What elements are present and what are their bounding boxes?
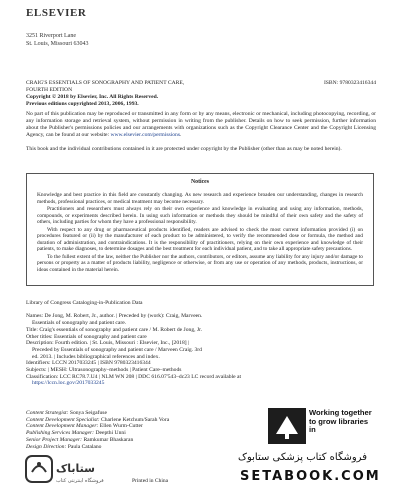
- watermark-logo-sub: فروشگاه اینترنتی کتاب: [56, 478, 104, 484]
- cip-line: ed. 2013. | Includes bibliographical references and index.: [32, 353, 160, 360]
- staff-role: Content Development Manager:: [26, 423, 100, 430]
- cip-line: Preceded by Essentials of sonography and patient care / Marveen Craig. 3rd: [32, 346, 202, 353]
- rights-text: No part of this publication may be reproduced or transmitted in any form or by any means, electronic or mechanical, including photocopying, recording, or any information storage and retrieval system, without permission in writing from the publisher. Details on how to seek permission, further information about the Publisher's permissions policies and our arrangements with organizations such as the Copyright Clearance Center and the Copyright Licensing Agency, can be found at our website:: [26, 111, 376, 138]
- badge-line: to grow libraries in: [309, 416, 369, 435]
- notice-paragraph: With respect to any drug or pharmaceutical products identified, readers are advised to check the most current information provided (i) on procedures featured or (ii) by the manufacturer of each product to be administered, to verify the recommended dose or formula, the method and duration of administration, and contraindications. It is the responsibility of practitioners, relying on their own experience and knowledge of their patients, to make diagnoses, to determine dosages and the best treatment for each individual patient, and to take all appropriate safety precautions.: [37, 226, 363, 252]
- notices-body: [37, 192, 363, 274]
- site-url: SETABOOK.COM: [240, 469, 381, 484]
- cip-line: Other titles: Essentials of sonography and patient care: [26, 333, 147, 340]
- rights-paragraph: [26, 111, 376, 139]
- staff-name: Charlene Ketchum/Sarah Vora: [101, 416, 170, 423]
- cip-data: [26, 300, 376, 387]
- staff-name: Deepthi Unni: [95, 430, 126, 437]
- setabook-logo-icon: [24, 452, 104, 490]
- book-title: CRAIG'S ESSENTIALS OF SONOGRAPHY AND PATIENT CARE,: [26, 80, 185, 86]
- cip-line: Library of Congress Cataloging-in-Publication Data: [26, 300, 143, 306]
- copyright-line: Copyright © 2018 by Elsevier, Inc. All Rights Reserved.: [26, 94, 159, 100]
- publisher-address: [26, 32, 89, 48]
- book-tree-icon: [268, 408, 306, 444]
- notice-paragraph: Knowledge and best practice in this field are constantly changing. As new research and experience broaden our understanding, changes in research methods, professional practices, or medical treatment may become necessary.: [37, 192, 363, 205]
- rights-end: .: [180, 132, 182, 138]
- cip-line: Classification: LCC RC78.7.U4 | NLM WN 208 | DDC 616.07'543–dc23 LC record available at: [26, 373, 242, 380]
- notice-paragraph: To the fullest extent of the law, neither the Publisher nor the authors, contributors, or editors, assume any liability for any injury and/or damage to persons or property as a matter of products liability, negligence or otherwise, or from any use or operation of any methods, products, instructions, or ideas contained in the material herein.: [37, 253, 363, 273]
- elsevier-logo: ELSEVIER: [26, 7, 87, 19]
- address-line: 3251 Riverport Lane: [26, 33, 76, 39]
- staff-line: [26, 410, 226, 417]
- staff-name: Ellen Wurm-Cutter: [99, 423, 143, 430]
- staff-role: Content Strategist:: [26, 410, 70, 416]
- staff-name: Paula Catalano: [67, 443, 102, 450]
- cip-line: Names: De Jong, M. Robert, Jr., author. | Preceded by (work): Craig, Marveen.: [26, 313, 203, 320]
- notices-title: Notices: [190, 179, 210, 185]
- isbn: ISBN: 9780323416344: [323, 80, 376, 86]
- staff-role: Senior Project Manager:: [26, 436, 84, 443]
- staff-line: [26, 437, 226, 444]
- watermark-logo-text: ستاباک: [56, 462, 95, 475]
- notices-box: [26, 173, 374, 286]
- staff-credits: [26, 410, 226, 450]
- title-block: [26, 80, 376, 108]
- working-together-badge: [268, 408, 376, 444]
- persian-caption: فروشگاه کتاب پزشکی ستابوک: [238, 452, 367, 463]
- staff-line: [26, 430, 226, 437]
- book-edition: FOURTH EDITION: [26, 87, 73, 93]
- staff-line: [26, 444, 226, 451]
- cip-line: Description: Fourth edition. | St. Louis, Missouri : Elsevier, Inc., [2018] |: [26, 340, 190, 347]
- previous-editions: Previous editions copyrighted 2013, 2006, 1993.: [26, 101, 139, 107]
- printed-in: Printed in China: [132, 478, 169, 484]
- staff-name: Sonya Seigafuse: [69, 410, 107, 416]
- cip-line: Identifiers: LCCN 2017033245 | ISBN 9780323416344: [26, 360, 151, 367]
- staff-role: Publishing Services Manager:: [26, 430, 96, 437]
- staff-name: Ramkumar Bhaskaran: [83, 436, 134, 443]
- permissions-link[interactable]: www.elsevier.com/permissions: [110, 132, 181, 138]
- protected-paragraph: This book and the individual contributions contained in it are protected under copyright by the Publisher (other than as may be noted herein).: [26, 146, 342, 152]
- cip-line: Essentials of sonography and patient care.: [32, 320, 127, 327]
- address-line: St. Louis, Missouri 63043: [26, 41, 89, 47]
- staff-role: Design Direction:: [26, 443, 68, 450]
- cip-line: Title: Craig's essentials of sonography and patient care / M. Robert de Jong, Jr.: [26, 326, 203, 333]
- badge-line: Working together: [309, 408, 372, 417]
- badge-text: [309, 409, 376, 435]
- cip-line: Subjects: | MESH: Ultrasonography–methods | Patient Care–methods: [26, 367, 182, 374]
- notice-paragraph: Practitioners and researchers must always rely on their own experience and knowledge in evaluating and using any information, methods, compounds, or experiments described herein. In using such information or methods they should be mindful of their own safety and the safety of others, including parties for whom they have a professional responsibility.: [37, 206, 363, 225]
- staff-line: [26, 423, 226, 430]
- staff-line: [26, 417, 226, 424]
- staff-role: Content Development Specialist:: [26, 416, 102, 423]
- lccn-link[interactable]: https://lccn.loc.gov/2017033245: [32, 380, 105, 387]
